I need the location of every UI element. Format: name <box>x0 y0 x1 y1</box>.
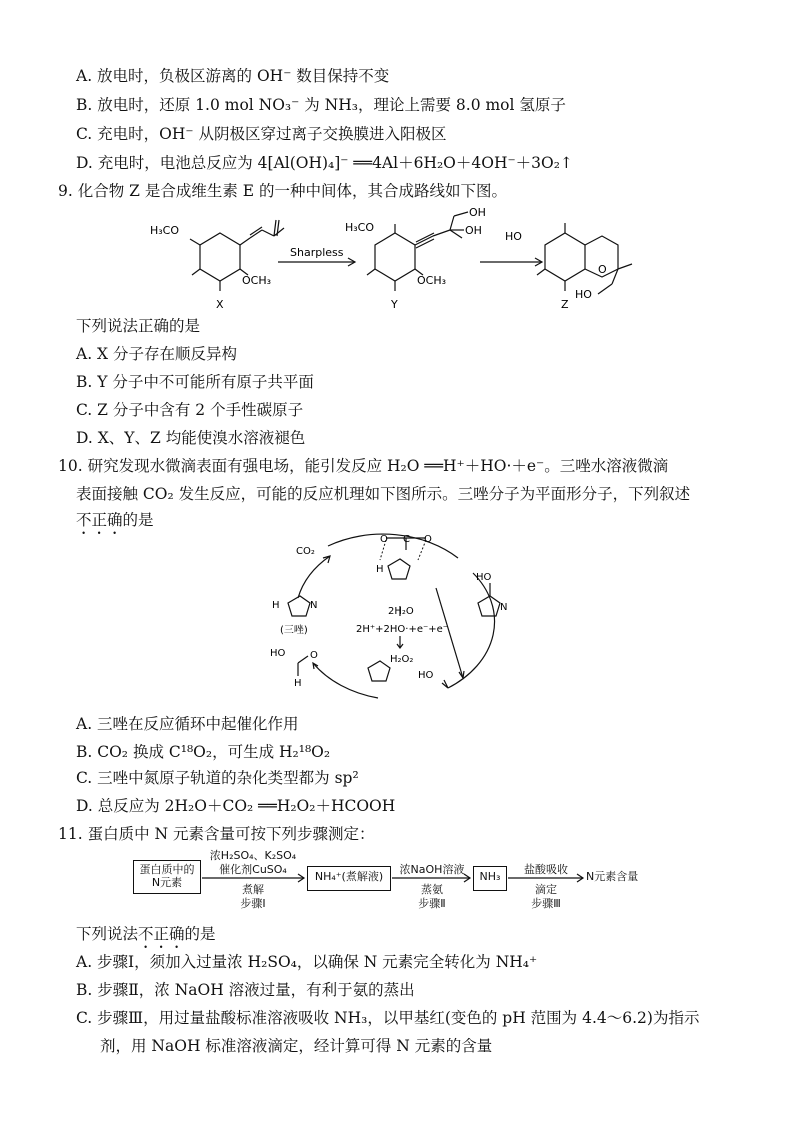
h2o-reactant: 2H₂O <box>388 606 414 617</box>
q10-option-a: A. 三唑在反应循环中起催化作用 <box>76 715 299 733</box>
oco-label-c: C <box>403 534 410 545</box>
flow-cond-2a: 蒸氨 <box>421 883 443 896</box>
flow-reagent-2: 浓NaOH溶液 <box>399 863 465 876</box>
q11-option-a: A. 步骤Ⅰ，须加入过量浓 H₂SO₄，以确保 N 元素完全转化为 NH₄⁺ <box>76 953 538 971</box>
z-ring-o: O <box>598 263 607 276</box>
q11-prompt <box>76 922 216 952</box>
q11-option-c-line1: C. 步骤Ⅲ，用过量盐酸标准溶液吸收 NH₃，以甲基红(变色的 pH 范围为 4.4～6.2)为指示 <box>76 1009 700 1027</box>
co2-label: CO₂ <box>296 546 315 557</box>
radical-products: 2H⁺+2HO·+e⁻+e⁻ <box>356 624 449 635</box>
oco-label-o2: O <box>424 534 432 545</box>
formic-ho: HO <box>270 648 286 659</box>
flow-cond-1b: 步骤Ⅰ <box>240 897 266 910</box>
prompt-tail: 的是 <box>184 925 216 943</box>
q9-stem: 9. 化合物 Z 是合成维生素 E 的一种中间体，其合成路线如下图。 <box>58 182 508 200</box>
h2o2-product: H₂O₂ <box>390 654 414 665</box>
flow-box-nh4: NH₄⁺(煮解液) <box>307 866 391 891</box>
y-oh-side: OH <box>465 224 482 237</box>
stem-tail: 的是 <box>122 511 154 529</box>
n-left-triazole: N <box>310 600 318 611</box>
q10-option-d: D. 总反应为 2H₂O＋CO₂ ══H₂O₂＋HCOOH <box>76 797 396 815</box>
flow-box-nh3: NH₃ <box>473 866 507 891</box>
h-on-n: H <box>376 564 384 575</box>
q11-stem: 11. 蛋白质中 N 元素含量可按下列步骤测定： <box>58 825 375 843</box>
q10-option-c: C. 三唑中氮原子轨道的杂化类型都为 sp² <box>76 769 359 787</box>
sharpless-reagent: Sharpless <box>290 246 344 259</box>
q10-option-b: B. CO₂ 换成 C¹⁸O₂，可生成 H₂¹⁸O₂ <box>76 743 331 761</box>
flow-cond-2b: 步骤Ⅱ <box>418 897 446 910</box>
prompt-lead: 下列说法 <box>76 925 139 943</box>
ho-bottom: HO <box>418 670 434 681</box>
q10-stem-line2: 表面接触 CO₂ 发生反应，可能的反应机理如下图所示。三唑分子为平面形分子，下列叙述 <box>76 485 691 503</box>
y-h3co-label: H₃CO <box>345 221 375 234</box>
q8-option-b: B. 放电时，还原 1.0 mol NO₃⁻ 为 NH₃，理论上需要 8.0 mol 氢原子 <box>76 96 566 114</box>
flow-reagent-3: 盐酸吸收 <box>524 863 568 876</box>
flow-result: N元素含量 <box>586 870 639 883</box>
ho-right: HO <box>476 572 492 583</box>
q8-option-a: A. 放电时，负极区游离的 OH⁻ 数目保持不变 <box>76 67 390 85</box>
flow-reagent-1a: 浓H₂SO₄、K₂SO₄ <box>209 849 297 862</box>
y-compound-label: Y <box>391 298 398 311</box>
x-och3-label: OCH₃ <box>242 274 272 287</box>
q9-option-a: A. X 分子存在顺反异构 <box>76 345 238 363</box>
flow-box-protein-n: 蛋白质中的 N元素 <box>133 860 201 894</box>
flow-reagent-1b: 催化剂CuSO₄ <box>219 863 287 876</box>
q11-option-b: B. 步骤Ⅱ，浓 NaOH 溶液过量，有利于氨的蒸出 <box>76 981 415 999</box>
z-compound-label: Z <box>561 298 569 311</box>
y-oh-top: OH <box>469 206 486 219</box>
triazole-name: (三唑) <box>280 625 308 636</box>
n-right: N <box>500 602 508 613</box>
oco-label-o1: O <box>380 534 388 545</box>
x-compound-label: X <box>216 298 224 311</box>
emphasis-not-correct: 不正确 <box>76 511 123 529</box>
q9-option-b: B. Y 分子中不可能所有原子共平面 <box>76 373 314 391</box>
z-ho-top: HO <box>505 230 522 243</box>
h-left-triazole: H <box>272 600 280 611</box>
q8-option-d: D. 充电时，电池总反应为 4[Al(OH)₄]⁻ ══4Al＋6H₂O＋4OH⁻＋3O₂↑ <box>76 154 573 172</box>
formic-o: O <box>310 650 318 661</box>
q11-option-c-line2: 剂，用 NaOH 标准溶液滴定，经计算可得 N 元素的含量 <box>100 1037 493 1055</box>
q10-stem-line1: 10. 研究发现水微滴表面有强电场，能引发反应 H₂O ══H⁺＋HO·＋e⁻。三唑水溶液微滴 <box>58 457 669 475</box>
flow-cond-3b: 步骤Ⅲ <box>531 897 561 910</box>
emphasis-not-correct-11: 不正确 <box>138 925 185 943</box>
flow-cond-3a: 滴定 <box>535 883 557 896</box>
x-h3co-label: H₃CO <box>150 224 180 237</box>
q9-option-c: C. Z 分子中含有 2 个手性碳原子 <box>76 401 304 419</box>
z-ho-bottom: HO <box>575 288 592 301</box>
q9-prompt: 下列说法正确的是 <box>76 317 201 335</box>
flow-cond-1a: 煮解 <box>242 883 264 896</box>
formic-h: H <box>294 678 302 689</box>
q8-option-c: C. 充电时，OH⁻ 从阴极区穿过离子交换膜进入阳极区 <box>76 125 447 143</box>
q9-option-d: D. X、Y、Z 均能使溴水溶液褪色 <box>76 429 306 447</box>
y-och3-label: OCH₃ <box>417 274 447 287</box>
